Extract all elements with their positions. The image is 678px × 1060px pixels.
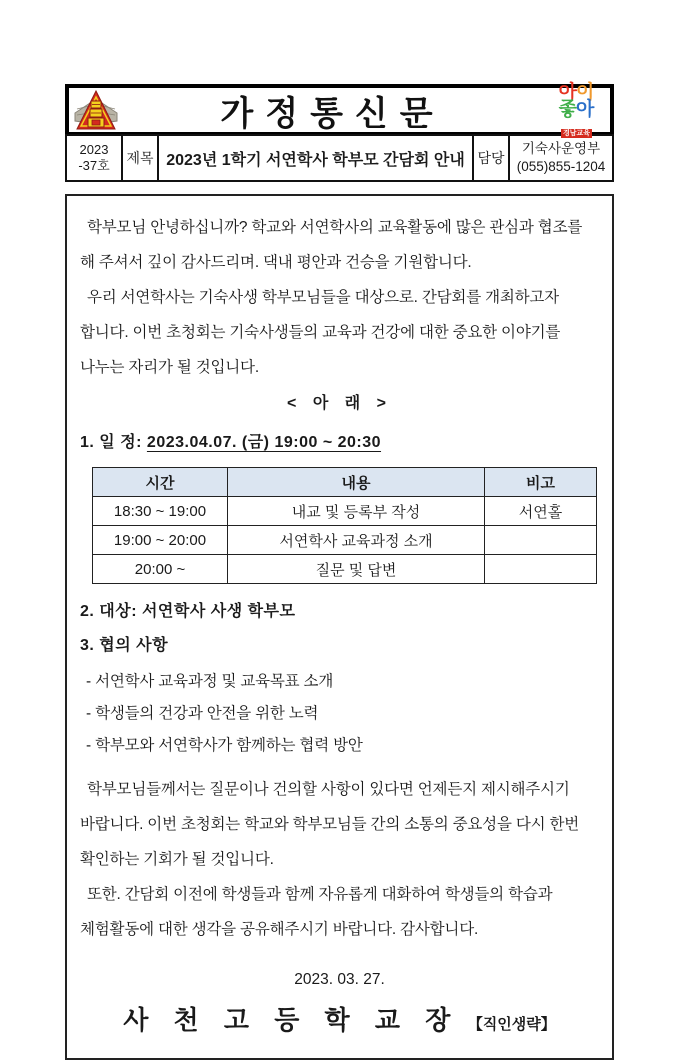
agenda-heading: 3. 협의 사항	[80, 637, 169, 654]
cell-note	[485, 526, 597, 555]
schedule-date: 2023.04.07. (금) 19:00 ~ 20:30	[146, 434, 382, 451]
closing-paragraph: 또한. 간담회 이전에 학생들과 함께 자유롭게 대화하여 학생들의 학습과 체험활동에 대한 생각을 공유해주시기 바랍니다. 감사합니다.	[80, 886, 553, 938]
below-heading: < 아 래 >	[287, 395, 392, 412]
subject-label: 제목	[122, 135, 158, 181]
issue-number-line1: 2023	[79, 141, 109, 157]
cell-note: 서연홀	[485, 497, 597, 526]
cell-content: 질문 및 답변	[228, 555, 485, 584]
cell-note	[485, 555, 597, 584]
list-item: - 서연학사 교육과정 및 교육목표 소개	[86, 673, 334, 690]
request-paragraph: 학부모님들께서는 질문이나 건의할 사항이 있다면 언제든지 제시해주시기 바랍니다. 이번 초청회는 학교와 학부모님들 간의 소통의 중요성을 다시 한번 확인하는 기회가 될 것입니다.	[80, 781, 580, 868]
gyeongnam-education-logo	[546, 83, 606, 138]
schedule-label: 1. 일 정:	[80, 434, 147, 451]
greeting-paragraph: 학부모님 안녕하십니까? 학교와 서연학사의 교육활동에 많은 관심과 협조를 해 주셔서 깊이 감사드리며. 댁내 평안과 건승을 기원합니다.	[80, 219, 583, 271]
letter-body	[65, 194, 614, 1060]
cell-content: 서연학사 교육과정 소개	[228, 526, 485, 555]
cell-content: 내교 및 등록부 작성	[228, 497, 485, 526]
target-line: 2. 대상: 서연학사 사생 학부모	[80, 603, 296, 620]
newsletter-document	[65, 81, 614, 1060]
col-header-time: 시간	[93, 468, 228, 497]
issue-number-line2: -37호	[78, 158, 110, 173]
department-phone: (055)855-1204	[516, 159, 606, 174]
header-banner	[65, 81, 614, 137]
closing-date: 2023. 03. 27.	[294, 971, 385, 988]
logo-badge: 경남교육	[562, 129, 591, 137]
table-row	[93, 555, 597, 584]
department-name: 기숙사운영부	[521, 141, 601, 157]
intro-paragraph: 우리 서연학사는 기숙사생 학부모님들을 대상으로. 간담회를 개최하고자 합니다. 이번 초청회는 기숙사생들의 교육과 건강에 대한 중요한 이야기를 나누는 자리가 될 것입니다.	[80, 289, 561, 376]
signature-line	[80, 1003, 599, 1042]
schedule-line	[80, 427, 599, 459]
schedule-header-row	[93, 468, 597, 497]
logo-text-row1: 아이	[558, 81, 594, 103]
stamp-omitted-note: 【직인생략】	[467, 1016, 556, 1033]
principal-signature: 사 천 고 등 학 교 장	[123, 1005, 460, 1035]
cell-time: 20:00 ~	[93, 555, 228, 584]
col-header-note: 비고	[485, 468, 597, 497]
cell-time: 19:00 ~ 20:00	[93, 526, 228, 555]
cell-time: 18:30 ~ 19:00	[93, 497, 228, 526]
list-item: - 학생들의 건강과 안전을 위한 노력	[86, 705, 319, 722]
agenda-list	[86, 666, 599, 762]
logo-text-row2: 좋아경남교육	[558, 98, 594, 137]
list-item: - 학부모와 서연학사가 함께하는 협력 방안	[86, 737, 363, 754]
col-header-content: 내용	[228, 468, 485, 497]
school-emblem-icon	[73, 89, 119, 131]
subject-title: 2023년 1학기 서연학사 학부모 간담회 안내	[158, 135, 473, 181]
issue-number	[66, 135, 122, 181]
manager-label: 담당	[473, 135, 509, 181]
schedule-table	[92, 467, 597, 584]
table-row	[93, 526, 597, 555]
table-row	[93, 497, 597, 526]
newsletter-title: 가정통신문	[220, 94, 445, 133]
department-contact	[509, 135, 613, 181]
info-row	[65, 134, 614, 182]
